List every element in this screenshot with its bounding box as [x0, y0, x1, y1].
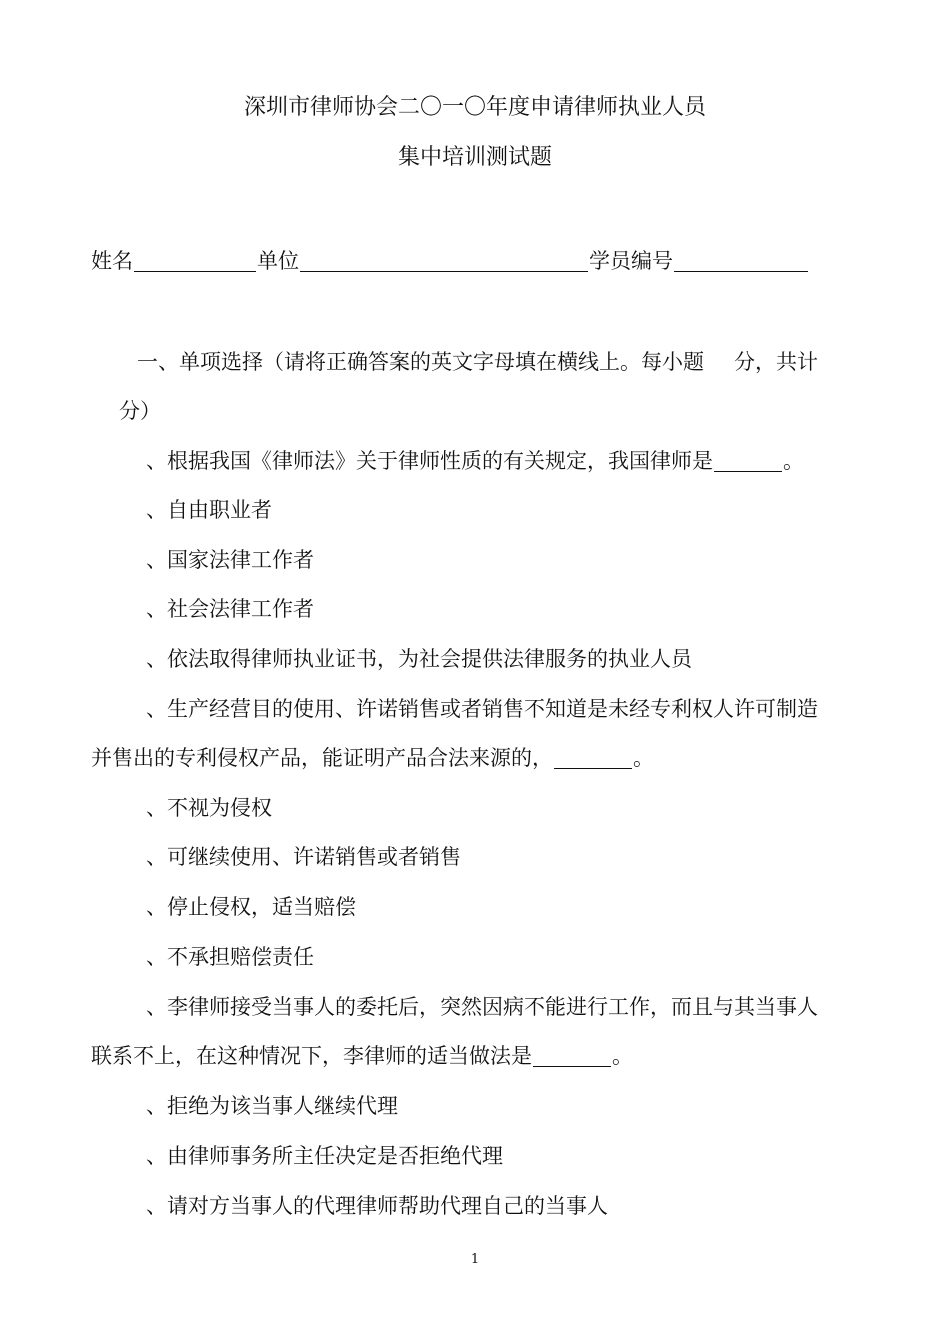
question-2-option: 、停止侵权，适当赔偿 [146, 895, 356, 919]
document-title-line1: 深圳市律师协会二〇一〇年度申请律师执业人员 [243, 95, 706, 120]
student-no-label: 学员编号 [589, 249, 673, 273]
question-1-option: 、自由职业者 [146, 498, 272, 522]
question-2-option: 、不承担赔偿责任 [146, 945, 314, 969]
question-2-text: 并售出的专利侵权产品，能证明产品合法来源的， [91, 746, 553, 770]
question-3-answer-blank[interactable] [533, 1044, 611, 1067]
question-1-text: 、根据我国《律师法》关于律师性质的有关规定，我国律师是 [146, 449, 713, 473]
question-3-option: 、由律师事务所主任决定是否拒绝代理 [146, 1144, 503, 1168]
question-1-answer-blank[interactable] [714, 449, 782, 472]
unit-label: 单位 [257, 249, 299, 273]
question-3-stem-line1: 、李律师接受当事人的委托后，突然因病不能进行工作，而且与其当事人 [146, 995, 818, 1019]
section-heading-part-a: 一、单项选择（请将正确答案的英文字母填在横线上。每小题 [137, 350, 704, 374]
question-3-option: 、拒绝为该当事人继续代理 [146, 1094, 398, 1118]
question-2-answer-blank[interactable] [554, 746, 632, 769]
question-2-option: 、可继续使用、许诺销售或者销售 [146, 845, 461, 869]
question-2-end: 。 [633, 746, 654, 770]
question-1-option: 、国家法律工作者 [146, 548, 314, 572]
question-1-option: 、依法取得律师执业证书，为社会提供法律服务的执业人员 [146, 647, 692, 671]
question-1-option: 、社会法律工作者 [146, 597, 314, 621]
question-2-stem-line1: 、生产经营目的使用、许诺销售或者销售不知道是未经专利权人许可制造 [146, 697, 818, 721]
question-3-stem-line2 [91, 1044, 633, 1068]
unit-blank[interactable] [300, 249, 588, 272]
question-2-option: 、不视为侵权 [146, 796, 272, 820]
question-3-end: 。 [612, 1044, 633, 1068]
info-line [91, 249, 809, 273]
section-heading-continuation: 分） [119, 399, 161, 423]
document-title-line2: 集中培训测试题 [397, 145, 552, 170]
student-no-blank[interactable] [674, 249, 808, 272]
question-1-end: 。 [783, 449, 804, 473]
section-heading [137, 350, 818, 374]
section-heading-part-b: 分，共计 [734, 350, 818, 374]
question-2-stem-line2 [91, 746, 654, 770]
question-3-text: 联系不上，在这种情况下，李律师的适当做法是 [91, 1044, 532, 1068]
page-number: 1 [470, 1252, 480, 1267]
name-label: 姓名 [91, 249, 133, 273]
name-blank[interactable] [134, 249, 256, 272]
question-3-option: 、请对方当事人的代理律师帮助代理自己的当事人 [146, 1194, 608, 1218]
question-1-stem [146, 449, 804, 473]
